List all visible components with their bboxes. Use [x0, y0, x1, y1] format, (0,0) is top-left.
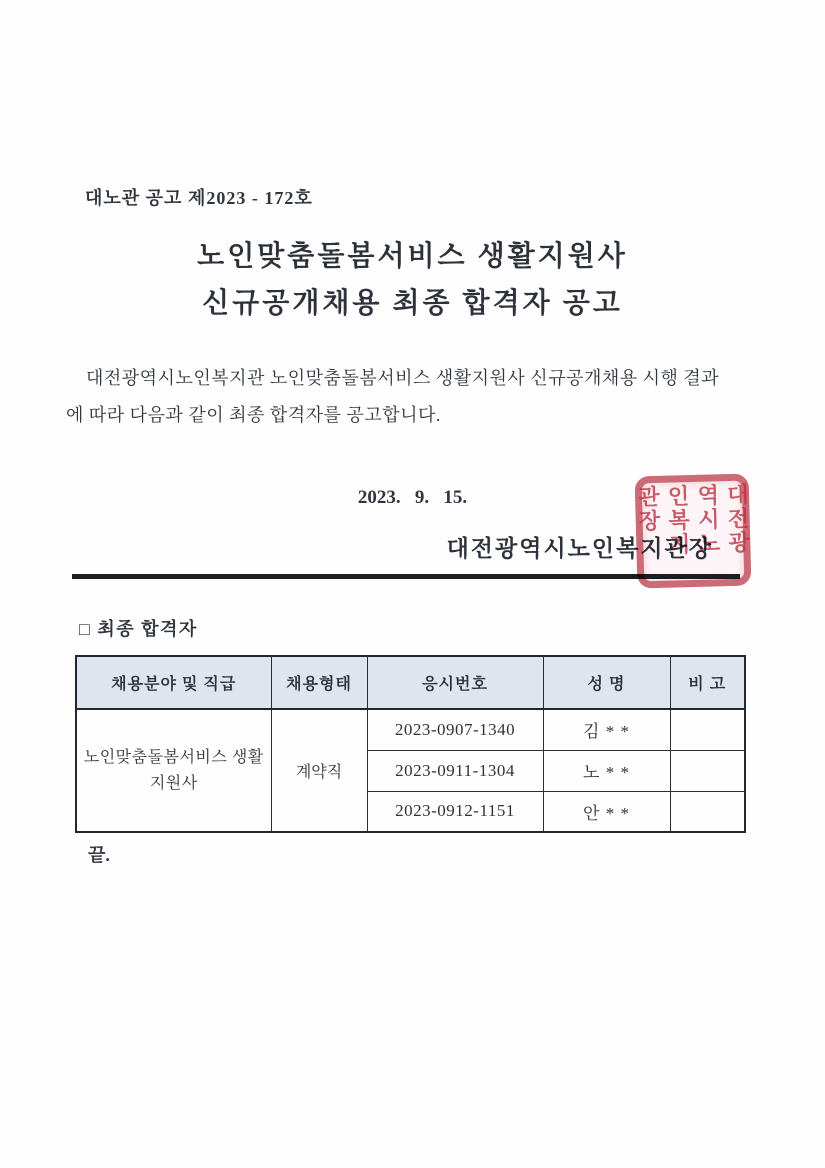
- table-header-row: [76, 656, 745, 709]
- cell-name: 노 * *: [543, 750, 670, 791]
- document-title: [0, 233, 825, 327]
- final-successful-candidates-heading: □ 최종 합격자: [79, 619, 198, 639]
- closing-mark: 끝.: [88, 845, 110, 865]
- table-row: [76, 709, 745, 750]
- announcement-body-line-1: 대전광역시노인복지관 노인맞춤돌봄서비스 생활지원사 신규공개채용 시행 결과: [86, 368, 720, 388]
- header-name: 성 명: [543, 656, 670, 709]
- document-title-line-1: 노인맞춤돌봄서비스 생활지원사: [197, 241, 628, 272]
- announcement-body: [66, 360, 761, 434]
- header-application-number: 응시번호: [367, 656, 543, 709]
- official-seal-stamp-text: 대전광역시노인복지관장: [635, 482, 752, 557]
- announcement-body-line-2: 에 따라 다음과 같이 최종 합격자를 공고합니다.: [66, 405, 441, 425]
- cell-employment-type: 계약직: [271, 709, 367, 832]
- cell-application-number: 2023-0911-1304: [367, 750, 543, 791]
- signer-title: 대전광역시노인복지관장: [446, 536, 713, 561]
- cell-note: [670, 791, 745, 832]
- header-recruitment-field: 채용분야 및 직급: [76, 656, 271, 709]
- header-note: 비 고: [670, 656, 745, 709]
- header-employment-type: 채용형태: [271, 656, 367, 709]
- cell-note: [670, 750, 745, 791]
- document-number: 대노관 공고 제2023 - 172호: [85, 188, 313, 208]
- official-seal-stamp: [635, 474, 752, 589]
- cell-name: 안 * *: [543, 791, 670, 832]
- successful-candidates-table: [75, 655, 746, 833]
- cell-note: [670, 709, 745, 750]
- cell-recruitment-field: 노인맞춤돌봄서비스 생활지원사: [76, 709, 271, 832]
- cell-application-number: 2023-0912-1151: [367, 791, 543, 832]
- document-title-line-2: 신규공개채용 최종 합격자 공고: [202, 288, 623, 319]
- cell-name: 김 * *: [543, 709, 670, 750]
- announcement-date: 2023. 9. 15.: [357, 487, 468, 508]
- cell-application-number: 2023-0907-1340: [367, 709, 543, 750]
